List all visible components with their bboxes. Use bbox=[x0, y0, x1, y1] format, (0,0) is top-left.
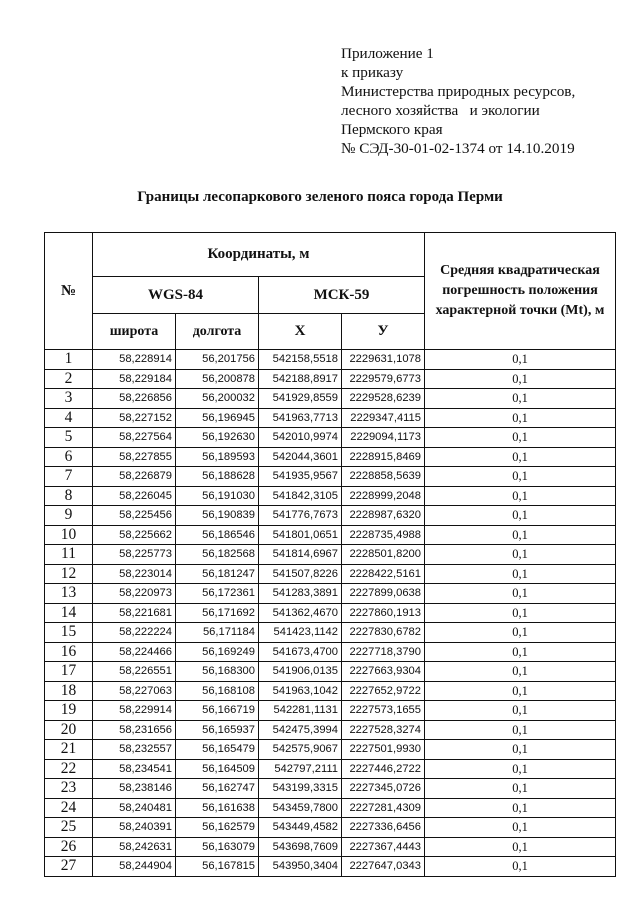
latitude-cell: 58,227152 bbox=[93, 408, 176, 428]
accuracy-cell: 0,1 bbox=[425, 564, 616, 584]
latitude-cell: 58,221681 bbox=[93, 603, 176, 623]
accuracy-cell: 0,1 bbox=[425, 818, 616, 838]
row-number: 20 bbox=[45, 720, 93, 740]
x-header: X bbox=[259, 314, 342, 350]
latitude-cell: 58,226856 bbox=[93, 389, 176, 409]
y-cell: 2229528,6239 bbox=[342, 389, 425, 409]
table-row bbox=[45, 467, 616, 487]
accuracy-cell: 0,1 bbox=[425, 506, 616, 526]
longitude-cell: 56,166719 bbox=[176, 701, 259, 721]
y-cell: 2227446,2722 bbox=[342, 759, 425, 779]
row-number: 16 bbox=[45, 642, 93, 662]
accuracy-cell: 0,1 bbox=[425, 701, 616, 721]
y-cell: 2229579,6773 bbox=[342, 369, 425, 389]
longitude-cell: 56,162579 bbox=[176, 818, 259, 838]
x-cell: 543459,7800 bbox=[259, 798, 342, 818]
x-cell: 541423,1142 bbox=[259, 623, 342, 643]
longitude-cell: 56,182568 bbox=[176, 545, 259, 565]
row-number: 23 bbox=[45, 779, 93, 799]
longitude-cell: 56,165937 bbox=[176, 720, 259, 740]
row-number: 14 bbox=[45, 603, 93, 623]
y-cell: 2227718,3790 bbox=[342, 642, 425, 662]
accuracy-cell: 0,1 bbox=[425, 857, 616, 877]
latitude-cell: 58,240391 bbox=[93, 818, 176, 838]
latitude-cell: 58,228914 bbox=[93, 350, 176, 370]
longitude-cell: 56,201756 bbox=[176, 350, 259, 370]
table-row bbox=[45, 759, 616, 779]
x-cell: 541906,0135 bbox=[259, 662, 342, 682]
latitude-cell: 58,232557 bbox=[93, 740, 176, 760]
x-cell: 542188,8917 bbox=[259, 369, 342, 389]
annex-line: к приказу bbox=[341, 64, 404, 81]
x-cell: 541842,3105 bbox=[259, 486, 342, 506]
accuracy-cell: 0,1 bbox=[425, 740, 616, 760]
table-row bbox=[45, 798, 616, 818]
annex-line: Министерства природных ресурсов, bbox=[341, 83, 576, 100]
row-number: 15 bbox=[45, 623, 93, 643]
y-cell: 2228735,4988 bbox=[342, 525, 425, 545]
longitude-cell: 56,192630 bbox=[176, 428, 259, 448]
row-number: 17 bbox=[45, 662, 93, 682]
accuracy-cell: 0,1 bbox=[425, 837, 616, 857]
accuracy-cell: 0,1 bbox=[425, 584, 616, 604]
annex-line: № СЭД-30-01-02-1374 от 14.10.2019 bbox=[341, 140, 575, 157]
longitude-cell: 56,164509 bbox=[176, 759, 259, 779]
longitude-cell: 56,171184 bbox=[176, 623, 259, 643]
latitude-cell: 58,244904 bbox=[93, 857, 176, 877]
row-number: 2 bbox=[45, 369, 93, 389]
row-number: 12 bbox=[45, 564, 93, 584]
accuracy-cell: 0,1 bbox=[425, 798, 616, 818]
y-header: У bbox=[342, 314, 425, 350]
x-cell: 543449,4582 bbox=[259, 818, 342, 838]
table-row bbox=[45, 720, 616, 740]
y-cell: 2227663,9304 bbox=[342, 662, 425, 682]
row-number: 19 bbox=[45, 701, 93, 721]
longitude-cell: 56,167815 bbox=[176, 857, 259, 877]
latitude-cell: 58,227855 bbox=[93, 447, 176, 467]
longitude-cell: 56,196945 bbox=[176, 408, 259, 428]
x-cell: 541673,4700 bbox=[259, 642, 342, 662]
longitude-cell: 56,162747 bbox=[176, 779, 259, 799]
row-number: 24 bbox=[45, 798, 93, 818]
y-cell: 2227573,1655 bbox=[342, 701, 425, 721]
table-row bbox=[45, 740, 616, 760]
x-cell: 543950,3404 bbox=[259, 857, 342, 877]
latitude-cell: 58,229914 bbox=[93, 701, 176, 721]
document-title: Границы лесопаркового зеленого пояса города Перми bbox=[137, 189, 503, 205]
row-number: 26 bbox=[45, 837, 93, 857]
table-row bbox=[45, 779, 616, 799]
longitude-cell: 56,168108 bbox=[176, 681, 259, 701]
x-cell: 541283,3891 bbox=[259, 584, 342, 604]
table-row bbox=[45, 506, 616, 526]
row-number: 7 bbox=[45, 467, 93, 487]
latitude-cell: 58,220973 bbox=[93, 584, 176, 604]
longitude-cell: 56,190839 bbox=[176, 506, 259, 526]
y-cell: 2228501,8200 bbox=[342, 545, 425, 565]
y-cell: 2229347,4115 bbox=[342, 408, 425, 428]
latitude-cell: 58,238146 bbox=[93, 779, 176, 799]
y-cell: 2228915,8469 bbox=[342, 447, 425, 467]
longitude-cell: 56,165479 bbox=[176, 740, 259, 760]
x-cell: 543199,3315 bbox=[259, 779, 342, 799]
latitude-cell: 58,225662 bbox=[93, 525, 176, 545]
y-cell: 2227652,9722 bbox=[342, 681, 425, 701]
table-row bbox=[45, 545, 616, 565]
longitude-cell: 56,161638 bbox=[176, 798, 259, 818]
y-cell: 2227367,4443 bbox=[342, 837, 425, 857]
table-body bbox=[45, 350, 616, 877]
x-cell: 542281,1131 bbox=[259, 701, 342, 721]
x-cell: 541935,9567 bbox=[259, 467, 342, 487]
longitude-cell: 56,171692 bbox=[176, 603, 259, 623]
longitude-cell: 56,200032 bbox=[176, 389, 259, 409]
longitude-cell: 56,188628 bbox=[176, 467, 259, 487]
longitude-cell: 56,168300 bbox=[176, 662, 259, 682]
row-number: 18 bbox=[45, 681, 93, 701]
msk-header: МСК-59 bbox=[259, 277, 425, 314]
y-cell: 2229094,1173 bbox=[342, 428, 425, 448]
latitude-cell: 58,242631 bbox=[93, 837, 176, 857]
accuracy-cell: 0,1 bbox=[425, 369, 616, 389]
row-number: 1 bbox=[45, 350, 93, 370]
latitude-cell: 58,226879 bbox=[93, 467, 176, 487]
longitude-cell: 56,186546 bbox=[176, 525, 259, 545]
y-cell: 2227528,3274 bbox=[342, 720, 425, 740]
y-cell: 2228422,5161 bbox=[342, 564, 425, 584]
accuracy-cell: 0,1 bbox=[425, 642, 616, 662]
accuracy-cell: 0,1 bbox=[425, 545, 616, 565]
y-cell: 2229631,1078 bbox=[342, 350, 425, 370]
y-cell: 2228987,6320 bbox=[342, 506, 425, 526]
coordinates-table bbox=[44, 232, 616, 877]
x-cell: 541963,1042 bbox=[259, 681, 342, 701]
accuracy-cell: 0,1 bbox=[425, 759, 616, 779]
lat-header: широта bbox=[93, 314, 176, 350]
table-row bbox=[45, 428, 616, 448]
latitude-cell: 58,225773 bbox=[93, 545, 176, 565]
row-number: 4 bbox=[45, 408, 93, 428]
accuracy-header: Средняя квадратическая погрешность положения характерной точки (Mt), м bbox=[425, 233, 616, 350]
accuracy-cell: 0,1 bbox=[425, 525, 616, 545]
longitude-cell: 56,181247 bbox=[176, 564, 259, 584]
latitude-cell: 58,224466 bbox=[93, 642, 176, 662]
table-row bbox=[45, 681, 616, 701]
x-cell: 542475,3994 bbox=[259, 720, 342, 740]
longitude-cell: 56,189593 bbox=[176, 447, 259, 467]
accuracy-cell: 0,1 bbox=[425, 623, 616, 643]
table-row bbox=[45, 564, 616, 584]
accuracy-cell: 0,1 bbox=[425, 389, 616, 409]
longitude-cell: 56,163079 bbox=[176, 837, 259, 857]
x-cell: 542158,5518 bbox=[259, 350, 342, 370]
x-cell: 541776,7673 bbox=[259, 506, 342, 526]
table-row bbox=[45, 818, 616, 838]
row-number: 9 bbox=[45, 506, 93, 526]
x-cell: 541362,4670 bbox=[259, 603, 342, 623]
table-row bbox=[45, 369, 616, 389]
accuracy-cell: 0,1 bbox=[425, 350, 616, 370]
row-number: 8 bbox=[45, 486, 93, 506]
table-row bbox=[45, 486, 616, 506]
latitude-cell: 58,226045 bbox=[93, 486, 176, 506]
coord-header: Координаты, м bbox=[93, 233, 425, 277]
table-row bbox=[45, 857, 616, 877]
table-row bbox=[45, 389, 616, 409]
y-cell: 2227899,0638 bbox=[342, 584, 425, 604]
row-number: 21 bbox=[45, 740, 93, 760]
longitude-cell: 56,172361 bbox=[176, 584, 259, 604]
table-row bbox=[45, 642, 616, 662]
latitude-cell: 58,225456 bbox=[93, 506, 176, 526]
y-cell: 2227647,0343 bbox=[342, 857, 425, 877]
latitude-cell: 58,229184 bbox=[93, 369, 176, 389]
x-cell: 541929,8559 bbox=[259, 389, 342, 409]
row-number: 10 bbox=[45, 525, 93, 545]
annex-line: Пермского края bbox=[341, 121, 443, 138]
accuracy-cell: 0,1 bbox=[425, 681, 616, 701]
y-cell: 2227281,4309 bbox=[342, 798, 425, 818]
y-cell: 2227336,6456 bbox=[342, 818, 425, 838]
latitude-cell: 58,223014 bbox=[93, 564, 176, 584]
y-cell: 2227345,0726 bbox=[342, 779, 425, 799]
annex-line: Приложение 1 bbox=[341, 45, 434, 62]
table-row bbox=[45, 837, 616, 857]
latitude-cell: 58,227063 bbox=[93, 681, 176, 701]
y-cell: 2227501,9930 bbox=[342, 740, 425, 760]
row-number: 25 bbox=[45, 818, 93, 838]
accuracy-cell: 0,1 bbox=[425, 428, 616, 448]
x-cell: 541963,7713 bbox=[259, 408, 342, 428]
y-cell: 2227860,1913 bbox=[342, 603, 425, 623]
table-row bbox=[45, 701, 616, 721]
accuracy-cell: 0,1 bbox=[425, 779, 616, 799]
lon-header: долгота bbox=[176, 314, 259, 350]
y-cell: 2228999,2048 bbox=[342, 486, 425, 506]
table-row bbox=[45, 662, 616, 682]
x-cell: 541507,8226 bbox=[259, 564, 342, 584]
wgs-header: WGS-84 bbox=[93, 277, 259, 314]
latitude-cell: 58,231656 bbox=[93, 720, 176, 740]
row-number: 27 bbox=[45, 857, 93, 877]
longitude-cell: 56,191030 bbox=[176, 486, 259, 506]
x-cell: 543698,7609 bbox=[259, 837, 342, 857]
accuracy-cell: 0,1 bbox=[425, 662, 616, 682]
accuracy-cell: 0,1 bbox=[425, 408, 616, 428]
accuracy-cell: 0,1 bbox=[425, 486, 616, 506]
row-number: 22 bbox=[45, 759, 93, 779]
latitude-cell: 58,222224 bbox=[93, 623, 176, 643]
latitude-cell: 58,227564 bbox=[93, 428, 176, 448]
x-cell: 542044,3601 bbox=[259, 447, 342, 467]
table-row bbox=[45, 447, 616, 467]
latitude-cell: 58,240481 bbox=[93, 798, 176, 818]
table-row bbox=[45, 408, 616, 428]
y-cell: 2227830,6782 bbox=[342, 623, 425, 643]
x-cell: 542797,2111 bbox=[259, 759, 342, 779]
row-number: 6 bbox=[45, 447, 93, 467]
table-row bbox=[45, 525, 616, 545]
x-cell: 542010,9974 bbox=[259, 428, 342, 448]
row-number: 3 bbox=[45, 389, 93, 409]
y-cell: 2228858,5639 bbox=[342, 467, 425, 487]
latitude-cell: 58,234541 bbox=[93, 759, 176, 779]
latitude-cell: 58,226551 bbox=[93, 662, 176, 682]
accuracy-cell: 0,1 bbox=[425, 447, 616, 467]
annex-header bbox=[341, 44, 575, 158]
row-number: 11 bbox=[45, 545, 93, 565]
accuracy-cell: 0,1 bbox=[425, 603, 616, 623]
x-cell: 541814,6967 bbox=[259, 545, 342, 565]
row-number: 13 bbox=[45, 584, 93, 604]
longitude-cell: 56,169249 bbox=[176, 642, 259, 662]
num-header: № bbox=[45, 233, 93, 350]
table-row bbox=[45, 350, 616, 370]
row-number: 5 bbox=[45, 428, 93, 448]
annex-line: лесного хозяйства и экологии bbox=[341, 102, 540, 119]
table-row bbox=[45, 623, 616, 643]
accuracy-cell: 0,1 bbox=[425, 720, 616, 740]
x-cell: 542575,9067 bbox=[259, 740, 342, 760]
longitude-cell: 56,200878 bbox=[176, 369, 259, 389]
table-row bbox=[45, 584, 616, 604]
accuracy-cell: 0,1 bbox=[425, 467, 616, 487]
table-row bbox=[45, 603, 616, 623]
x-cell: 541801,0651 bbox=[259, 525, 342, 545]
